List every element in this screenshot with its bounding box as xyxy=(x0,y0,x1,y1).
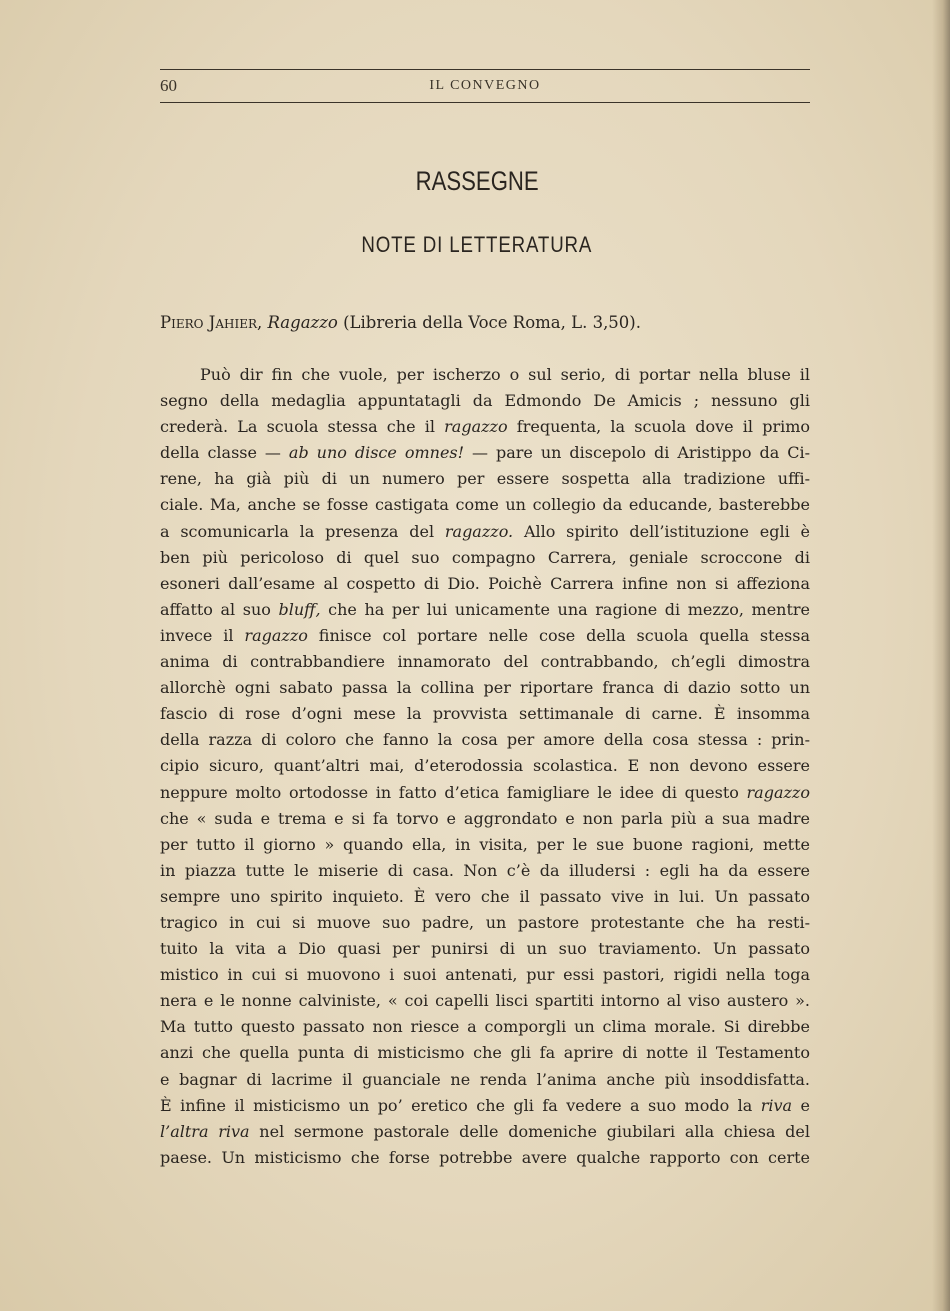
text-line xyxy=(160,701,810,727)
text-segment: sempre uno spirito inquieto. È vero che il passato vive in lui. Un passato xyxy=(160,886,810,906)
italic-text: ragazzo xyxy=(444,417,508,437)
review-paragraph xyxy=(160,362,810,1171)
citation-publisher-info: (Libreria della Voce Roma, L. 3,50). xyxy=(343,313,641,332)
text-segment: e bagnar di lacrime il guanciale ne renda l’anima anche più insoddisfatta. xyxy=(160,1069,810,1089)
text-line xyxy=(160,988,810,1014)
text-line xyxy=(160,1119,810,1145)
text-line xyxy=(160,388,810,414)
text-segment: fascio di rose d’ogni mese la provvista settimanale di carne. È insomma xyxy=(160,704,810,724)
text-line xyxy=(160,597,810,623)
page-number: 60 xyxy=(160,76,177,95)
subsection-title: NOTE DI LETTERATURA xyxy=(361,232,593,257)
text-line xyxy=(160,1014,810,1040)
text-segment: paese. Un misticismo che forse potrebbe avere qualche rapporto con certe xyxy=(160,1147,810,1167)
text-segment: — pare un discepolo di Aristippo da Ci- xyxy=(464,443,811,463)
text-segment: nera e le nonne calviniste, « coi capelli lisci spartiti intorno al viso austero ». xyxy=(160,991,810,1011)
text-segment: È infine il misticismo un po’ eretico che gli fa vedere a suo modo la xyxy=(160,1095,761,1115)
journal-title: IL CONVEGNO xyxy=(429,78,541,93)
text-segment: rene, ha già più di un numero per essere sospetta alla tradizione uffi- xyxy=(160,469,810,489)
text-segment: Ma tutto questo passato non riesce a comporgli un clima morale. Si direbbe xyxy=(160,1017,810,1037)
text-segment: della classe — xyxy=(160,443,289,463)
text-line xyxy=(160,649,810,675)
italic-text: bluff, xyxy=(278,599,321,619)
text-line xyxy=(160,1145,810,1171)
italic-text: ragazzo xyxy=(746,782,810,802)
text-line xyxy=(160,414,810,440)
text-segment: segno della medaglia appuntatagli da Edmondo De Amicis ; nessuno gli xyxy=(160,391,810,411)
text-segment: invece il xyxy=(160,625,245,645)
section-title: RASSEGNE xyxy=(415,166,539,196)
running-head xyxy=(160,76,810,98)
text-segment: cipio sicuro, quant’altri mai, d’eterodossia scolastica. E non devono essere xyxy=(160,756,810,776)
text-line xyxy=(160,1093,810,1119)
text-segment: che « suda e trema e si fa torvo e aggrondato e non parla più a sua madre xyxy=(160,808,810,828)
text-segment: ciale. Ma, anche se fosse castigata come un collegio da educande, basterebbe xyxy=(160,495,810,515)
text-segment: mistico in cui si muovono i suoi antenati, pur essi pastori, rigidi nella toga xyxy=(160,965,810,985)
italic-text: ragazzo. xyxy=(444,521,514,541)
text-segment: che ha per lui unicamente una ragione di mezzo, mentre xyxy=(320,599,811,619)
text-segment: anima di contrabbandiere innamorato del contrabbando, ch’egli dimostra xyxy=(160,652,810,672)
text-line xyxy=(160,519,810,545)
italic-text: riva xyxy=(760,1095,793,1115)
text-line xyxy=(160,545,810,571)
text-line xyxy=(160,492,810,518)
text-line xyxy=(160,1040,810,1066)
italic-text: l’altra riva xyxy=(160,1121,250,1141)
text-line xyxy=(160,362,810,388)
text-segment: frequenta, la scuola dove il primo xyxy=(507,417,811,437)
book-citation xyxy=(160,312,820,334)
text-line xyxy=(160,675,810,701)
italic-text: ragazzo xyxy=(244,625,308,645)
text-segment: della razza di coloro che fanno la cosa per amore della cosa stessa : prin- xyxy=(160,730,810,750)
text-line xyxy=(160,1067,810,1093)
text-segment: tragico in cui si muove suo padre, un pastore protestante che ha resti- xyxy=(160,912,810,932)
text-line xyxy=(160,832,810,858)
citation-work-title: Ragazzo xyxy=(267,313,338,332)
text-line xyxy=(160,466,810,492)
text-segment: tuito la vita a Dio quasi per punirsi di un suo traviamento. Un passato xyxy=(160,939,810,959)
text-line xyxy=(160,806,810,832)
citation-author: Piero Jahier, xyxy=(160,313,263,332)
header-rule-top xyxy=(160,69,810,70)
text-segment: esoneri dall’esame al cospetto di Dio. Poichè Carrera infine non si affeziona xyxy=(160,573,810,593)
italic-text: ab uno disce omnes! xyxy=(288,443,465,463)
text-line xyxy=(160,910,810,936)
text-line xyxy=(160,571,810,597)
text-line xyxy=(160,962,810,988)
text-segment: a scomunicarla la presenza del xyxy=(160,521,445,541)
text-line xyxy=(160,884,810,910)
text-line xyxy=(160,780,810,806)
text-segment: anzi che quella punta di misticismo che gli fa aprire di notte il Testamento xyxy=(160,1043,810,1063)
text-segment: e xyxy=(792,1095,810,1115)
text-line xyxy=(160,440,810,466)
text-segment: allorchè ogni sabato passa la collina per riportare franca di dazio sotto un xyxy=(160,678,810,698)
text-line xyxy=(160,936,810,962)
text-segment: Può dir fin che vuole, per ischerzo o sul serio, di portar nella bluse il xyxy=(200,365,810,384)
text-segment: per tutto il giorno » quando ella, in visita, per le sue buone ragioni, mette xyxy=(160,834,810,854)
text-line xyxy=(160,753,810,779)
text-segment: affatto al suo xyxy=(160,599,279,619)
text-segment: nel sermone pastorale delle domeniche giubilari alla chiesa del xyxy=(249,1121,811,1141)
text-segment: in piazza tutte le miserie di casa. Non c’è da illudersi : egli ha da essere xyxy=(160,860,810,880)
text-segment: Allo spirito dell’istituzione egli è xyxy=(513,521,810,541)
header-rule-bottom xyxy=(160,102,810,103)
text-segment: neppure molto ortodosse in fatto d’etica famigliare le idee di questo xyxy=(160,782,747,802)
text-segment: crederà. La scuola stessa che il xyxy=(160,417,445,437)
text-line xyxy=(160,623,810,649)
text-segment: ben più pericoloso di quel suo compagno Carrera, geniale scroccone di xyxy=(160,547,810,567)
text-line xyxy=(160,858,810,884)
text-segment: finisce col portare nelle cose della scuola quella stessa xyxy=(307,625,811,645)
text-line xyxy=(160,727,810,753)
